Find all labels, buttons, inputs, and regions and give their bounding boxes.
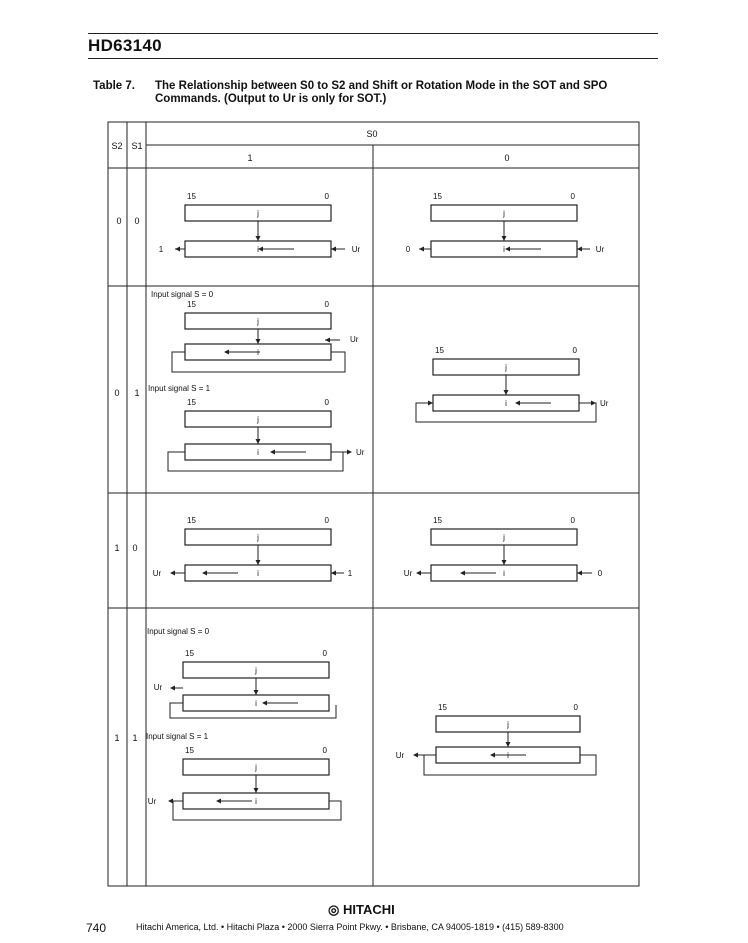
ur-out-arrow	[416, 571, 421, 576]
transfer-arrow	[254, 690, 259, 695]
register-j-label: j	[257, 415, 259, 424]
row1-s2: 0	[116, 216, 122, 226]
table-number: Table 7.	[93, 80, 135, 92]
bit15-label: 15	[435, 346, 444, 355]
col-header-s0-0: 0	[504, 153, 510, 163]
register-i-label: i	[255, 797, 257, 806]
ur-label: Ur	[395, 751, 405, 760]
col-header-s1: S1	[131, 141, 143, 151]
bit0-label: 0	[570, 516, 575, 525]
bit0-label: 0	[324, 516, 329, 525]
bit0-label: 0	[570, 192, 575, 201]
ur-label: Ur	[356, 448, 365, 457]
ur-label: Ur	[350, 335, 359, 344]
bit0-label: 0	[324, 300, 329, 309]
in-arrow-right	[577, 571, 582, 576]
register-i-label: i	[503, 569, 505, 578]
page-header-title: HD63140	[88, 36, 162, 55]
ur-in-arrow	[325, 338, 330, 343]
input-signal-s0-label: Input signal S = 0	[147, 627, 210, 636]
bit15-label: 15	[433, 516, 442, 525]
transfer-arrow	[506, 742, 511, 747]
transfer-arrow	[254, 788, 259, 793]
ur-out-arrow	[170, 686, 175, 691]
register-i-label: i	[257, 569, 259, 578]
hitachi-logo-icon: ◎	[328, 902, 340, 917]
transfer-arrow	[502, 560, 507, 565]
bit0-label: 0	[322, 746, 327, 755]
input-signal-s0-label: Input signal S = 0	[151, 290, 214, 299]
bit0-label: 0	[572, 346, 577, 355]
page-number: 740	[86, 921, 107, 935]
input-signal-s1-label: Input signal S = 1	[148, 384, 211, 393]
bit15-label: 15	[185, 649, 194, 658]
fill-zero-label: 0	[597, 569, 603, 578]
ur-out-arrow	[170, 571, 175, 576]
register-j-label: j	[503, 209, 505, 218]
register-j-label: j	[257, 209, 259, 218]
register-j-label: j	[257, 533, 259, 542]
row1-s1: 0	[134, 216, 140, 226]
input-signal-s1-label: Input signal S = 1	[146, 732, 209, 741]
ur-out-arrow	[413, 753, 418, 758]
bit15-label: 15	[187, 516, 196, 525]
ur-out-arrow	[591, 401, 596, 406]
register-i-label: i	[257, 448, 259, 457]
register-j-label: j	[255, 763, 257, 772]
bit0-label: 0	[573, 703, 578, 712]
bit15-label: 15	[433, 192, 442, 201]
transfer-arrow	[256, 560, 261, 565]
ur-label: Ur	[147, 797, 157, 806]
fill-one-label: 1	[347, 569, 353, 578]
ur-out-arrow	[168, 799, 173, 804]
ur-label: Ur	[152, 569, 162, 578]
register-i-label: i	[505, 399, 507, 408]
in-arrow-right	[577, 247, 582, 252]
row4-s2: 1	[114, 733, 120, 743]
transfer-arrow	[504, 390, 509, 395]
col-header-s0-1: 1	[247, 153, 253, 163]
ur-label: Ur	[351, 245, 361, 254]
bit0-label: 0	[324, 192, 329, 201]
ur-label: Ur	[153, 683, 163, 692]
loop-arrow	[428, 401, 433, 406]
row3-s1: 0	[132, 543, 138, 553]
table-caption-text: The Relationship between S0 to S2 and Shift or Rotation Mode in the SOT and SPO Commands. (Output to Ur is only for SOT.)	[155, 80, 608, 105]
register-j-label: j	[257, 317, 259, 326]
bit15-label: 15	[185, 746, 194, 755]
fill-zero-label: 0	[405, 245, 411, 254]
footer-address: Hitachi America, Ltd. • Hitachi Plaza • 2000 Sierra Point Pkwy. • Brisbane, CA 94005-1819 • (415) 589-8300	[136, 922, 564, 932]
row4-s1: 1	[132, 733, 138, 743]
bit0-label: 0	[324, 398, 329, 407]
footer-logo	[328, 902, 395, 918]
transfer-arrow	[502, 236, 507, 241]
in-arrow-right	[331, 571, 336, 576]
ur-label: Ur	[595, 245, 605, 254]
out-arrow-left	[419, 247, 424, 252]
register-i-label: i	[255, 699, 257, 708]
register-j-label: j	[503, 533, 505, 542]
register-i-label: i	[257, 245, 259, 254]
ur-label: Ur	[403, 569, 413, 578]
bit15-label: 15	[438, 703, 447, 712]
out-arrow-left	[175, 247, 180, 252]
in-arrow-right	[331, 247, 336, 252]
row2-s1: 1	[134, 388, 140, 398]
bit15-label: 15	[187, 192, 196, 201]
register-j-label: j	[505, 363, 507, 372]
ur-out-arrow	[347, 450, 352, 455]
col-header-s0: S0	[366, 129, 378, 139]
col-header-s2: S2	[111, 141, 123, 151]
register-i-label: i	[503, 245, 505, 254]
bit15-label: 15	[187, 398, 196, 407]
footer-logo-text: HITACHI	[342, 902, 395, 917]
bit15-label: 15	[187, 300, 196, 309]
transfer-arrow	[256, 439, 261, 444]
ur-label: Ur	[600, 399, 609, 408]
bit0-label: 0	[322, 649, 327, 658]
transfer-arrow	[256, 236, 261, 241]
register-j-label: j	[255, 666, 257, 675]
row2-s2: 0	[114, 388, 120, 398]
row3-s2: 1	[114, 543, 120, 553]
register-j-label: j	[507, 720, 509, 729]
transfer-arrow	[256, 339, 261, 344]
fill-one-label: 1	[158, 245, 164, 254]
